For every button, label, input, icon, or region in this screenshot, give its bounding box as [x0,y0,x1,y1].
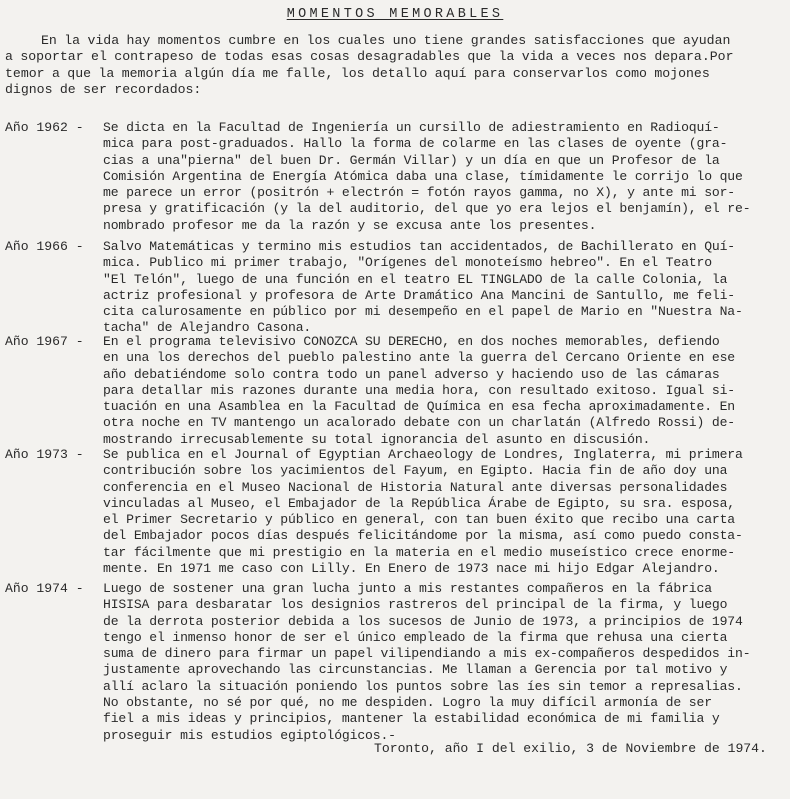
entry-line: proseguir mis estudios egiptológicos.- [103,727,396,743]
entry-line: nombrado profesor me da la razón y se excusa ante los presentes. [103,217,597,233]
entry-line: suma de dinero para firmar un papel vilipendiando a mis ex-compañeros despedidos in- [103,646,751,662]
entry-year: Año 1974 - [5,581,84,596]
entry-line: mica para post-graduados. Hallo la forma de colarme en las clases de oyente (gra- [103,136,728,152]
entry-line: presa y gratificación (y la del auditorio, del que yo era lejos el benjamín), el re- [103,201,751,217]
entry-line: mica. Publico mi primer trabajo, "Orígenes del monoteísmo hebreo". En el Teatro [103,255,712,271]
entry-line: Comisión Argentina de Energía Atómica daba una clase, tímidamente le corrijo lo que [103,168,743,184]
entry-line: fiel a mis ideas y principios, mantener la estabilidad económica de mi familia y [103,711,720,727]
entry-line: conferencia en el Museo Nacional de Historia Natural ante diversas personalidades [103,479,728,495]
entry-line: tuación en una Asamblea en la Facultad de Química en esa fecha aproximadamente. En [103,399,736,415]
entry-line: tacha" de Alejandro Casona. [103,320,312,336]
intro-paragraph [5,33,785,99]
entry-year: Año 1962 - [5,120,84,135]
entry-line: del Embajador pocos días después felicitándome por la misma, así como puedo consta- [103,528,743,544]
entry-year: Año 1966 - [5,239,84,254]
entry-line: justamente aprovechando las circunstancias. Me llaman a Gerencia por tal motivo y [103,662,728,678]
entry-line: mostrando irrecusablemente su total ignorancia del asunto en discusión. [103,431,651,447]
intro-line: temor a que la memoria algún día me falle, los detallo aquí para conservarlos como mojones [5,65,710,81]
entry-line: actriz profesional y profesora de Arte Dramático Ana Mancini de Santullo, me feli- [103,287,736,303]
entry-line: "El Telón", luego de una función en el teatro EL TINGLADO de la calle Colonia, la [103,271,728,287]
entry-line: otra noche en TV mantengo un acalorado debate con un charlatán (Alfredo Rossi) de- [103,415,736,431]
entry-text [103,120,785,234]
entry-line: tengo el inmenso honor de ser el único empleado de la firma que rehusa una cierta [103,629,728,645]
entry-line: HISISA para desbaratar los designios rastreros del principal de la firma, y luego [103,597,728,613]
entry-line: Se publica en el Journal of Egyptian Archaeology de Londres, Inglaterra, mi primera [103,447,743,462]
entry-line: para detallar mis razones durante una media hora, con resultado exitoso. Igual si- [103,382,736,398]
entry-line: el Primer Secretario y público en general, con tan buen éxito que recibo una carta [103,512,736,528]
entry-year: Año 1967 - [5,334,84,349]
entry-line: contribución sobre los yacimientos del Fayum, en Egipto. Hacia fin de año doy una [103,463,728,479]
entry-line: en una los derechos del pueblo palestino ante la guerra del Cercano Oriente en ese [103,350,736,366]
entry-text [103,447,785,577]
entry-line: Se dicta en la Facultad de Ingeniería un cursillo de adiestramiento en Radioquí- [103,120,720,135]
intro-line: dignos de ser recordados: [5,82,202,98]
entry-text [103,581,785,744]
entry-year: Año 1973 - [5,447,84,462]
entry-line: me parece un error (positrón + electrón = fotón rayos gamma, no X), y ante mi sor- [103,185,736,201]
entry-line: Luego de sostener una gran lucha junto a mis restantes compañeros en la fábrica [103,581,712,596]
signature-line: Toronto, año I del exilio, 3 de Noviembre de 1974. [374,741,767,756]
entry-line: cita calurosamente en público por mi desempeño en el papel de Mario en "Nuestra Na- [103,304,743,320]
entry-line: mente. En 1971 me caso con Lilly. En Enero de 1973 nace mi hijo Edgar Alejandro. [103,561,720,577]
entry-line: No obstante, no sé por qué, no me despiden. Logro la muy difícil armonía de ser [103,695,712,711]
entry-line: vinculadas al Museo, el Embajador de la República Árabe de Egipto, su sra. esposa, [103,495,736,511]
entry-text [103,239,785,337]
document-title: MOMENTOS MEMORABLES [286,7,504,22]
intro-line: En la vida hay momentos cumbre en los cuales uno tiene grandes satisfacciones que ayudan [41,33,731,48]
entry-line: de la derrota posterior debida a los sucesos de Junio de 1973, a principios de 1974 [103,613,743,629]
entry-line: Salvo Matemáticas y termino mis estudios tan accidentados, de Bachillerato en Quí- [103,239,736,254]
intro-line: a soportar el contrapeso de todas esas cosas desagradables que la vida a veces nos depara.Por [5,49,734,65]
entry-line: cias a una"pierna" del buen Dr. Germán Villar) y un día en que un Profesor de la [103,152,720,168]
entry-line: allí aclaro la situación poniendo los puntos sobre las íes sin temor a represalias. [103,678,743,694]
entry-line: En el programa televisivo CONOZCA SU DERECHO, en dos noches memorables, defiendo [103,334,720,349]
entry-text [103,334,785,448]
entry-line: año debatiéndome solo contra todo un panel adverso y haciendo uso de las cámaras [103,366,720,382]
entry-line: tar fácilmente que mi prestigio en la materia en el medio museístico crece enorme- [103,544,736,560]
